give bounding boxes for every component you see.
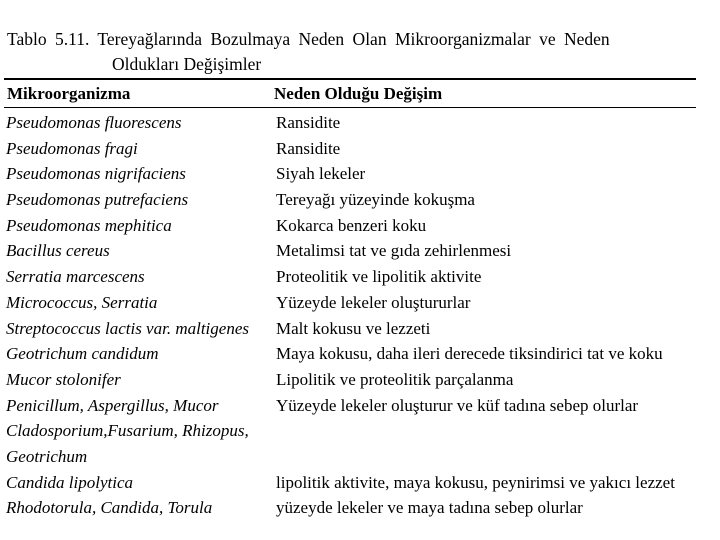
organism-name: Pseudomonas putrefaciens [6,190,189,210]
table-row [0,316,720,342]
organism-name: Pseudomonas nigrifaciens [6,164,186,184]
organism-name: Candida lipolytica [6,472,134,492]
table-caption-continuation: Oldukları Değişimler [112,54,262,74]
organism-cell [6,136,268,162]
organism-name: Pseudomonas fragi [6,138,138,158]
table-row [0,161,720,187]
organism-name: Rhodotorula, Candida, Torula [6,498,213,518]
table-caption: Tablo 5.11. Tereyağlarında Bozulmaya Neden Olan Mikroorganizmalar ve Neden [7,29,610,49]
organism-name: Mucor stolonifer [6,369,121,389]
change-cell: Yüzeyde lekeler oluşturur ve küf tadına sebep olurlar [276,395,639,415]
organism-name: Bacillus cereus [6,241,110,261]
change-cell: Ransidite [276,138,341,158]
table-row [0,290,720,316]
organism-cell [6,367,268,393]
change-cell: Malt kokusu ve lezzeti [276,318,431,338]
table-row [0,136,720,162]
organism-cell [6,393,268,470]
column-header-organism: Mikroorganizma [7,84,131,103]
organism-cell [6,316,268,342]
organism-cell [6,213,268,239]
organism-name: Penicillum, Aspergillus, Mucor [6,395,219,415]
change-cell: Kokarca benzeri koku [276,215,427,235]
table-row [0,110,720,136]
table-row [0,341,720,367]
organism-cell [6,110,268,136]
organism-name: Cladosporium,Fusarium, Rhizopus, [6,421,249,441]
table-body [0,110,720,521]
table-row [0,393,720,470]
organism-name: Geotrichum [6,446,88,466]
organism-cell [6,470,268,496]
organism-cell [6,341,268,367]
change-cell: yüzeyde lekeler ve maya tadına sebep olurlar [276,498,583,518]
organism-cell [6,290,268,316]
organism-name: Serratia marcescens [6,267,145,287]
organism-cell [6,495,268,521]
table-top-rule [4,78,696,80]
table-row [0,264,720,290]
organism-name: Geotrichum candidum [6,344,159,364]
table-header-rule [4,107,696,108]
table-row [0,495,720,521]
change-cell: Metalimsi tat ve gıda zehirlenmesi [276,241,512,261]
organism-cell [6,161,268,187]
organism-cell [6,187,268,213]
change-cell: Maya kokusu, daha ileri derecede tiksindirici tat ve koku [276,344,663,364]
table-row [0,187,720,213]
change-cell: Siyah lekeler [276,164,366,184]
table-row [0,213,720,239]
change-cell: Tereyağı yüzeyinde kokuşma [276,190,475,210]
change-cell: Yüzeyde lekeler oluştururlar [276,292,471,312]
change-cell: Lipolitik ve proteolitik parçalanma [276,369,514,389]
column-header-change: Neden Olduğu Değişim [274,84,443,103]
change-cell: Proteolitik ve lipolitik aktivite [276,267,482,287]
table-row [0,470,720,496]
change-cell: Ransidite [276,113,341,132]
change-cell: lipolitik aktivite, maya kokusu, peynirimsi ve yakıcı lezzet [276,472,675,492]
table-row [0,367,720,393]
table-row [0,238,720,264]
organism-cell [6,264,268,290]
organism-name: Pseudomonas fluorescens [6,113,182,132]
organism-name: Micrococcus, Serratia [6,292,158,312]
organism-name: Streptococcus lactis var. maltigenes [6,318,249,338]
organism-cell [6,238,268,264]
organism-name: Pseudomonas mephitica [6,215,172,235]
